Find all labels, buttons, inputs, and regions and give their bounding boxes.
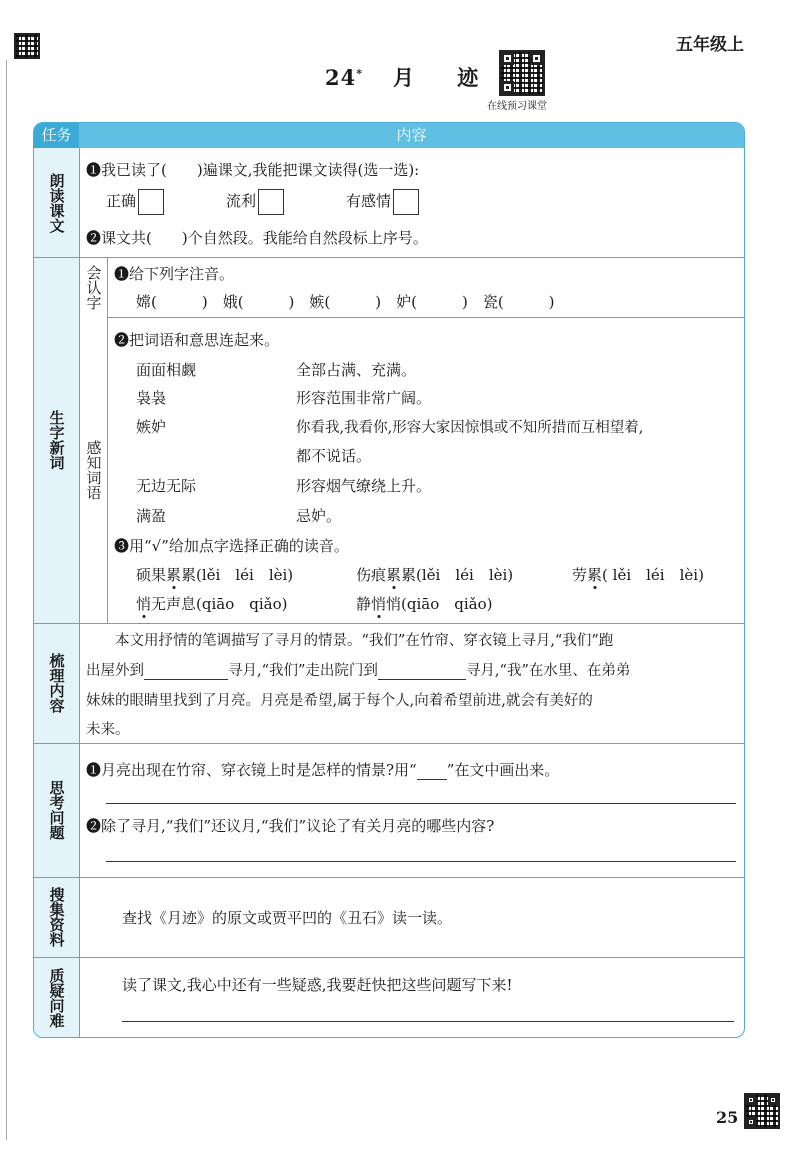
pronunciation-item-2: 伤痕累累(lěi léi lèi) xyxy=(356,566,514,584)
answer-line-3[interactable] xyxy=(122,1021,734,1022)
task-words: 生字新词 xyxy=(47,410,66,470)
read-question-1: ❶我已读了( )遍课文,我能把课文读得(选一选): xyxy=(86,161,420,179)
row-divider xyxy=(34,957,744,958)
summary-line-3: 妹妹的眼睛里找到了月亮。月亮是希望,属于每个人,向着希望前进,就会有美好的 xyxy=(86,693,593,709)
option-fluent xyxy=(226,189,284,215)
question-text: 读了课文,我心中还有一些疑惑,我要赶快把这些问题写下来! xyxy=(122,976,513,994)
corner-qr-code-icon xyxy=(14,33,40,59)
task-read: 朗读课文 xyxy=(47,172,66,233)
dotted-char: 累 xyxy=(587,566,603,584)
pronunciation-item-3: 劳累( lěi léi lèi) xyxy=(572,566,704,584)
match-left-1: 面面相觑 xyxy=(136,361,197,379)
option-emotion-checkbox[interactable] xyxy=(393,189,419,215)
option-emotion-label: 有感情 xyxy=(346,192,392,210)
lesson-number: 24 xyxy=(325,65,357,90)
match-right-6: 忌妒。 xyxy=(296,507,342,525)
subrow-divider xyxy=(107,317,745,318)
words-question-2: ❷把词语和意思连起来。 xyxy=(114,331,280,349)
preview-qr-code-icon[interactable] xyxy=(499,50,545,96)
option-correct-checkbox[interactable] xyxy=(138,189,164,215)
pronunciation-item-1: 硕果累累(lěi léi lèi) xyxy=(136,566,294,584)
words-question-1: ❶给下列字注音。 xyxy=(114,265,235,283)
task-summary: 梳理内容 xyxy=(47,653,66,713)
words-question-3: ❸用“√”给加点字选择正确的读音。 xyxy=(114,537,349,555)
grade-label: 五年级上 xyxy=(676,35,744,55)
answer-line-2[interactable] xyxy=(106,861,736,862)
header-content: 内容 xyxy=(396,126,427,144)
task-collect: 搜集资料 xyxy=(47,887,66,947)
match-right-2: 形容范围非常广阔。 xyxy=(296,389,432,407)
table-header xyxy=(34,123,744,148)
row-divider xyxy=(34,623,744,624)
dotted-char: 累 xyxy=(166,566,182,584)
option-fluent-label: 流利 xyxy=(226,192,257,210)
fill-blank-1[interactable] xyxy=(144,663,228,680)
answer-line-1[interactable] xyxy=(106,803,736,804)
match-right-4: 都不说话。 xyxy=(296,447,372,465)
match-left-2: 袅袅 xyxy=(136,389,167,407)
dotted-char: 累 xyxy=(386,566,402,584)
pronunciation-item-4: 悄无声息(qiāo qiǎo) xyxy=(136,595,288,613)
think-question-2: ❷除了寻月,“我们”还议月,“我们”议论了有关月亮的哪些内容? xyxy=(86,817,495,835)
summary-line-4: 未来。 xyxy=(86,722,130,738)
qr-caption: 在线预习课堂 xyxy=(487,101,547,112)
summary-line-1: 本文用抒情的笔调描写了寻月的情景。“我们”在竹帘、穿衣镜上寻月,“我们”跑 xyxy=(86,633,614,649)
lesson-name: 月 迹 xyxy=(393,65,497,90)
subtask-perceive: 感知词语 xyxy=(84,440,103,500)
bottom-qr-code-icon[interactable] xyxy=(744,1093,780,1129)
match-left-6: 满盈 xyxy=(136,507,167,525)
think-question-1: ❶月亮出现在竹帘、穿衣镜上时是怎样的情景?用“ ”在文中画出来。 xyxy=(86,761,560,779)
page-edge-line xyxy=(6,60,7,1140)
dotted-char: 悄 xyxy=(371,595,387,613)
option-correct xyxy=(106,189,164,215)
subcolumn-divider xyxy=(107,257,108,623)
row-divider xyxy=(34,257,744,258)
match-left-5: 无边无际 xyxy=(136,477,197,495)
match-right-5: 形容烟气缭绕上升。 xyxy=(296,477,432,495)
page-number: 25 xyxy=(716,1108,739,1127)
task-question: 质疑问难 xyxy=(47,968,66,1028)
fill-blank-2[interactable] xyxy=(378,663,466,680)
read-question-2: ❷课文共( )个自然段。我能给自然段标上序号。 xyxy=(86,229,428,247)
option-emotion xyxy=(346,189,419,215)
option-fluent-checkbox[interactable] xyxy=(258,189,284,215)
match-right-3: 你看我,我看你,形容大家因惊惧或不知所措而互相望着, xyxy=(296,420,644,436)
task-think: 思考问题 xyxy=(47,780,66,840)
dotted-char: 悄 xyxy=(136,595,152,613)
row-divider xyxy=(34,877,744,878)
option-correct-label: 正确 xyxy=(106,192,137,210)
match-right-1: 全部占满、充满。 xyxy=(296,361,417,379)
row-divider xyxy=(34,743,744,744)
pinyin-line: 嫦( ) 娥( ) 嫉( ) 妒( ) 瓷( ) xyxy=(136,293,555,311)
worksheet-table xyxy=(33,122,745,1038)
header-task: 任务 xyxy=(34,123,79,148)
summary-line-2: 出屋外到 寻月,“我们”走出院门到 寻月,“我”在水里、在弟弟 xyxy=(86,663,631,679)
lesson-title xyxy=(325,62,496,92)
pronunciation-item-5: 静悄悄(qiāo qiǎo) xyxy=(356,595,493,613)
collect-text: 查找《月迹》的原文或贾平凹的《丑石》读一读。 xyxy=(122,909,453,927)
subtask-recognize: 会认字 xyxy=(84,264,103,310)
match-left-3: 嫉妒 xyxy=(136,418,167,436)
lesson-mark: * xyxy=(356,67,363,80)
